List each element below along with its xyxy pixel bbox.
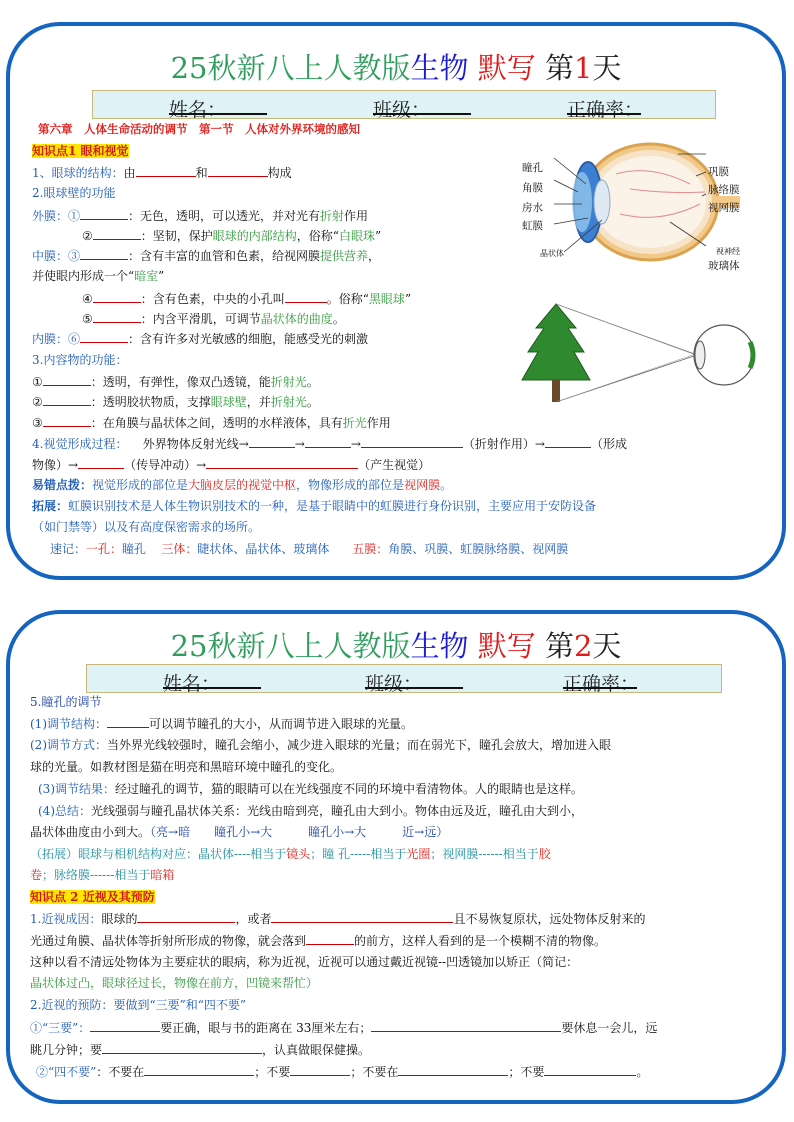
chapter-heading: 第六章 人体生命活动的调节 第一节 人体对外界环境的感知 bbox=[38, 122, 360, 136]
blank[interactable] bbox=[398, 1063, 508, 1076]
accuracy-field[interactable] bbox=[563, 669, 637, 689]
day1-title: 25秋新八上人教版生物 默写 第1天 bbox=[170, 51, 622, 85]
three-musts-cont: 眺几分钟；要 ，认真做眼保健操。 bbox=[30, 1043, 371, 1057]
blank[interactable] bbox=[102, 1041, 262, 1054]
label-vitreous: 玻璃体 bbox=[708, 260, 740, 272]
day2-title: 25秋新八上人教版生物 默写 第2天 bbox=[170, 629, 622, 663]
camera-analogy-cont: 卷；脉络膜------相当于暗箱 bbox=[30, 868, 175, 882]
outer-membrane-1: 外膜：① ：无色，透明，可以透光，并对光有折射作用 bbox=[32, 209, 369, 223]
blank[interactable] bbox=[80, 330, 128, 343]
day2-namebar: 姓名： 班级： 正确率： bbox=[86, 664, 722, 693]
label-pupil: 瞳孔 bbox=[522, 162, 543, 174]
blank[interactable] bbox=[290, 1063, 350, 1076]
extension-2: （如门禁等）以及有高度保密需求的场所。 bbox=[32, 520, 261, 534]
image-formation-diagram bbox=[520, 298, 760, 416]
myopia-cause: 1.近视成因：眼球的 ，或者 且不易恢复原状，远处物体反射来的 bbox=[30, 912, 646, 926]
myopia-cause-2: 光通过角膜、晶状体等折射所形成的物像，就会落到 的前方，这样人看到的是一个模糊不清的物像。 bbox=[30, 934, 607, 948]
blank[interactable] bbox=[43, 414, 91, 427]
eyeball-diagram bbox=[520, 134, 760, 276]
section-2-heading: 2.眼球壁的功能 bbox=[32, 186, 116, 200]
myopia-summary: 晶状体过凸，眼球径过长，物像在前方，凹镜来帮忙） bbox=[30, 976, 319, 990]
blank[interactable] bbox=[137, 910, 235, 923]
class-field[interactable] bbox=[373, 95, 471, 115]
blank[interactable] bbox=[144, 1063, 254, 1076]
blank[interactable] bbox=[305, 435, 351, 448]
day1-card bbox=[6, 22, 786, 580]
blank[interactable] bbox=[208, 164, 268, 177]
vision-process: 4.视觉形成过程： 外界物体反射光线→ → → （折射作用）→ （形成 bbox=[32, 437, 627, 451]
pupil-1: (1)调节结构： 可以调节瞳孔的大小，从而调节进入眼球的光量。 bbox=[30, 717, 414, 731]
section-3-heading: 3.内容物的功能： bbox=[32, 353, 128, 367]
middle-membrane-3: 中膜：③ ：含有丰富的血管和色素，给视网膜提供营养， bbox=[32, 249, 381, 263]
label-optic-nerve: 视神经 bbox=[716, 247, 740, 256]
camera-analogy: （拓展）眼球与相机结构对应：晶状体----相当于镜头；瞳 孔-----相当于光圈；视网膜------相当于胶 bbox=[30, 847, 551, 861]
pupil-3: (3)调节结果：经过瞳孔的调节，猫的眼睛可以在光线强度不同的环境中看清物体。人的眼睛也是这样。 bbox=[38, 782, 584, 796]
pupil-4-cont: 晶状体曲度由小到大。（亮→暗 瞳孔小→大 瞳孔小→大 近→远） bbox=[30, 825, 449, 839]
pupil-2: (2)调节方式：当外界光线较强时，瞳孔会缩小，减少进入眼球的光量；而在弱光下，瞳孔会放大，增加进入眼 bbox=[30, 738, 612, 752]
blank[interactable] bbox=[545, 435, 591, 448]
middle-membrane-4: ④ ：含有色素，中央的小孔叫 。俗称“黑眼球” bbox=[82, 292, 412, 306]
class-field[interactable] bbox=[365, 669, 463, 689]
blank[interactable] bbox=[107, 715, 149, 728]
three-musts: ①“三要”： 要正确，眼与书的距离在 33厘米左右； 要休息一会儿，远 bbox=[30, 1021, 658, 1035]
pupil-heading: 5.瞳孔的调节 bbox=[30, 695, 102, 709]
blank[interactable] bbox=[136, 164, 196, 177]
label-sclera: 巩膜 bbox=[708, 166, 729, 178]
blank[interactable] bbox=[206, 456, 358, 469]
blank[interactable] bbox=[90, 1019, 160, 1032]
extension-1: 拓展：虹膜识别技术是人体生物识别技术的一种，是基于眼睛中的虹膜进行身份识别，主要应用于安防设备 bbox=[32, 499, 597, 513]
inner-membrane-6: 内膜：⑥ ：含有许多对光敏感的细胞，能感受光的刺激 bbox=[32, 332, 369, 346]
error-tip: 易错点拨：视觉形成的部位是大脑皮层的视觉中枢，物像形成的部位是视网膜。 bbox=[32, 478, 453, 492]
name-field[interactable] bbox=[169, 95, 267, 115]
blank[interactable] bbox=[544, 1063, 636, 1076]
pupil-4: (4)总结：光线强弱与瞳孔晶状体关系：光线由暗到亮，瞳孔由大到小。物体由远及近，瞳孔由大到小， bbox=[38, 804, 584, 818]
blank[interactable] bbox=[371, 1019, 561, 1032]
blank[interactable] bbox=[93, 227, 141, 240]
label-lens: 晶状体 bbox=[540, 249, 564, 258]
content-2: ② ：透明胶状物质，支撑眼球壁，并折射光。 bbox=[32, 395, 319, 409]
blank[interactable] bbox=[43, 393, 91, 406]
label-choroid: 脉络膜 bbox=[708, 184, 740, 196]
day2-card bbox=[6, 610, 786, 1104]
middle-membrane-5: ⑤ ：内含平滑肌，可调节晶状体的曲度。 bbox=[82, 312, 345, 326]
blank[interactable] bbox=[80, 207, 128, 220]
blank[interactable] bbox=[271, 910, 453, 923]
eye-structure-line: 1、眼球的结构：由 和 构成 bbox=[32, 166, 292, 180]
myopia-prevention-heading: 2.近视的预防：要做到“三要”和“四不要” bbox=[30, 998, 246, 1012]
blank[interactable] bbox=[93, 310, 141, 323]
label-retina: 视网膜 bbox=[708, 202, 740, 214]
blank[interactable] bbox=[361, 435, 463, 448]
name-field[interactable] bbox=[163, 669, 261, 689]
day1-namebar: 姓名： 班级： 正确率： bbox=[92, 90, 716, 119]
blank[interactable] bbox=[80, 247, 128, 260]
four-dont: ②“四不要”：不要在 ；不要 ；不要在 ；不要 。 bbox=[36, 1065, 649, 1079]
outer-membrane-2: ② ：坚韧，保护眼球的内部结构，俗称“白眼珠” bbox=[82, 229, 382, 243]
blank[interactable] bbox=[306, 932, 354, 945]
label-iris: 虹膜 bbox=[522, 220, 543, 232]
label-cornea: 角膜 bbox=[522, 182, 543, 194]
blank[interactable] bbox=[43, 373, 91, 386]
knowledge-point-1: 知识点1 眼和视觉 bbox=[32, 144, 129, 158]
accuracy-field[interactable] bbox=[567, 95, 641, 115]
content-1: ① ：透明，有弹性，像双凸透镜，能折射光。 bbox=[32, 375, 319, 389]
blank[interactable] bbox=[93, 290, 141, 303]
blank[interactable] bbox=[285, 290, 327, 303]
myopia-cause-3: 这种以看不清远处物体为主要症状的眼病，称为近视，近视可以通过戴近视镜--凹透镜加以矫正（简记： bbox=[30, 955, 579, 969]
memory-tip: 速记：一孔：瞳孔 三体：睫状体、晶状体、玻璃体 五膜：角膜、巩膜、虹膜脉络膜、视网膜 bbox=[50, 542, 569, 556]
knowledge-point-2: 知识点 2 近视及其预防 bbox=[30, 890, 155, 904]
content-3: ③ ：在角膜与晶状体之间，透明的水样液体，具有折光作用 bbox=[32, 416, 391, 430]
blank[interactable] bbox=[78, 456, 124, 469]
label-aqueous: 房水 bbox=[522, 202, 543, 214]
blank[interactable] bbox=[249, 435, 295, 448]
pupil-2-cont: 球的光量。如教材图是猫在明亮和黑暗环境中瞳孔的变化。 bbox=[30, 760, 343, 774]
vision-process-cont: 物像）→ （传导冲动）→ （产生视觉） bbox=[32, 458, 431, 472]
middle-membrane-3-cont: 并使眼内形成一个“暗室” bbox=[32, 269, 165, 283]
